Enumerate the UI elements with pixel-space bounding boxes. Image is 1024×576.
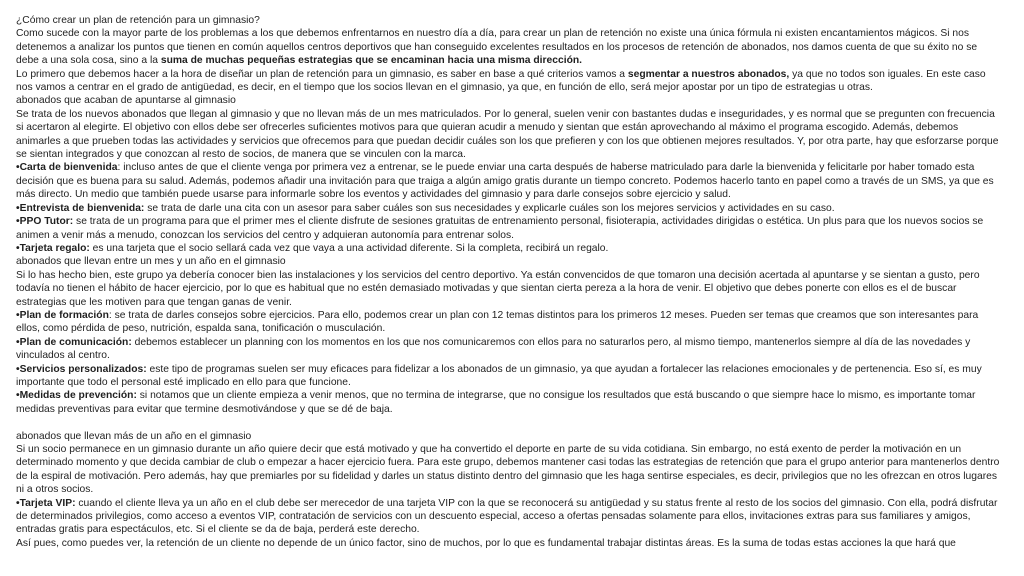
bullet-item: •Plan de comunicación: debemos establecer un planning con los momentos en los que nos comunicaremos con ellos para no saturarlos pero, al mismo tiempo, mantenerlos siempre al día de las novedades y vinculados al centro. bbox=[16, 336, 971, 362]
closing-paragraph: Así pues, como puedes ver, la retención de un cliente no depende de un único factor, sino de muchos, por lo que es fundamental trabajar distintas áreas. Es la suma de todas estas acciones la que hará que bbox=[16, 537, 956, 549]
bullet-item: •Tarjeta regalo: es una tarjeta que el socio sellará cada vez que vaya a una actividad diferente. Si la completa, recibirá un regalo. bbox=[16, 242, 609, 254]
bullet-label: •Tarjeta regalo: bbox=[16, 242, 90, 254]
intro-highlight: suma de muchas pequeñas estrategias que se encaminan hacia una misma dirección. bbox=[160, 55, 583, 67]
bullet-item: •Carta de bienvenida: incluso antes de que el cliente venga por primera vez a entrenar, se le puede enviar una carta después de haberse matriculado para darle la bienvenida y felicitarle por haber tomado esta decisión que es buena para su salud. Además, podemos añadir una invitación para que traiga a algún amigo gratis durante un tiempo concreto. Podemos hacerlo tanto en papel como a través de un SMS, ya que es más directo. Un medio que también puede usarse para informarle sobre los eventos y actividades del gimnasio y para darle consejos sobre ejercicio y salud. bbox=[16, 162, 994, 201]
section-heading: abonados que llevan entre un mes y un año en el gimnasio bbox=[16, 256, 286, 268]
section-body: Se trata de los nuevos abonados que llegan al gimnasio y que no llevan más de un mes matriculados. Por lo general, suelen venir con bastantes dudas e inseguridades, y es normal que se pregunten con frecuencia si acertaron al elegirte. El objetivo con ellos debe ser ofrecerles suficientes motivos para que quieran acudir a menudo y sientan que están aprovechando al máximo el programa escogido. Además, debemos animarles a que prueben todas las actividades y servicios que ofrecemos para que puedan decidir cuáles son los que prefieren y con los que obtienen mejores resultados. Y, por otra parte, hay que esforzarse porque se sientan integrados y que conozcan al resto de socios, de manera que se vinculen con la marca. bbox=[16, 108, 999, 161]
page-title: ¿Cómo crear un plan de retención para un gimnasio? bbox=[16, 15, 260, 26]
blank-line bbox=[16, 416, 1000, 429]
bullet-item: •PPO Tutor: se trata de un programa para que el primer mes el cliente disfrute de sesiones gratuitas de entrenamiento personal, fisioterapia, actividades dirigidas o estética. Un plus para que los nuevos socios se animen a venir más a menudo, conozcan los servicios del centro y adquieran autonomía para entrenar solos. bbox=[16, 216, 984, 241]
bullet-item: •Servicios personalizados: este tipo de programas suelen ser muy eficaces para fidelizar a los abonados de un gimnasio, ya que ayudan a fortalecer las relaciones emocionales y de pertenencia. Eso sí, es muy importante que todo el personal esté implicado en ello para que funcione. bbox=[16, 363, 982, 388]
bullet-label: •PPO Tutor: bbox=[16, 216, 74, 228]
intro-paragraph: Como sucede con la mayor parte de los problemas a los que debemos enfrentarnos en nuestro día a día, para crear un plan de retención no existe una única fórmula ni existen encantamientos mágicos. Si nos detenemos a analizar los puntos que tienen en común aquellos centros deportivos que han conseguido excelentes resultados en los procesos de retención de abonados, nos damos cuenta de que su éxito no se debe a una sola cosa, sino a la suma de muchas pequeñas estrategias que se encaminan hacia una misma dirección. bbox=[16, 28, 978, 67]
bullet-item: •Entrevista de bienvenida: se trata de darle una cita con un asesor para saber cuáles son sus necesidades y explicarle cuáles son los mejores servicios y actividades en su caso. bbox=[16, 202, 835, 214]
section-heading: abonados que llevan más de un año en el gimnasio bbox=[16, 430, 252, 442]
slide-document bbox=[16, 14, 1000, 550]
bullet-label: •Medidas de prevención: bbox=[16, 390, 137, 402]
bullet-label: •Entrevista de bienvenida: bbox=[16, 202, 145, 214]
bullet-label: •Tarjeta VIP: bbox=[16, 497, 76, 509]
bullet-label: •Servicios personalizados: bbox=[16, 363, 147, 375]
section-body: Si lo has hecho bien, este grupo ya debería conocer bien las instalaciones y los servicios del centro deportivo. Ya están convencidos de que tomaron una decisión acertada al apuntarse y se sientan a gusto, pero todavía no tienen el hábito de hacer ejercicio, por lo que es habitual que no estén demasiado motivadas y que sientan cierta pereza a la hora de venir. El objetivo que debes ponerte con ellos es el de buscar estrategias que les motiven para que tengan ganas de venir. bbox=[16, 269, 980, 308]
segment-paragraph: Lo primero que debemos hacer a la hora de diseñar un plan de retención para un gimnasio, es saber en base a qué criterios vamos a segmentar a nuestros abonados, ya que no todos son iguales. En este caso nos vamos a centrar en el grado de antigüedad, es decir, en el tiempo que los socios llevan en el gimnasio, ya que, en función de ello, será mejor apostar por un tipo de estrategias u otras. bbox=[16, 68, 986, 94]
bullet-label: •Carta de bienvenida bbox=[16, 162, 118, 174]
bullet-label: •Plan de formación bbox=[16, 309, 109, 321]
bullet-item: •Tarjeta VIP: cuando el cliente lleva ya un año en el club debe ser merecedor de una tarjeta VIP con la que se reconocerá su antigüedad y su status frente al resto de los socios del gimnasio. Con ella, podrá disfrutar de determinados privilegios, como acceso a eventos VIP, contratación de servicios con un descuento especial, acceso a ofertas pensadas solamente para ellos, invitaciones extras para sus familiares y amigos, entradas gratis para espectáculos, etc. Si el cliente se da de baja, perderá este derecho. bbox=[16, 497, 998, 536]
section-body: Si un socio permanece en un gimnasio durante un año quiere decir que está motivado y que ha convertido el deporte en parte de su vida cotidiana. Sin embargo, no está exento de perder la motivación en un determinado momento y que decida cambiar de club o empezar a hacer ejercicio fuera. Para este grupo, debemos mantener casi todas las estrategias de retención que para el grupo anterior para mantenerlos dentro de la espiral de motivación. Pero además, hay que premiarles por su fidelidad y darles un status distinto dentro del gimnasio que les haga sentirse especiales, es decir, privilegios que no les ofrezcan en otros lugares ni a otros socios. bbox=[16, 443, 1000, 496]
bullet-item: •Plan de formación: se trata de darles consejos sobre ejercicios. Para ello, podemos crear un plan con 12 temas distintos para los primeros 12 meses. Pueden ser temas que creamos que son interesantes para ellos, como pérdida de peso, nutrición, espalda sana, tonificación o musculación. bbox=[16, 309, 979, 335]
section-heading: abonados que acaban de apuntarse al gimnasio bbox=[16, 95, 236, 107]
segment-highlight: segmentar a nuestros abonados, bbox=[627, 68, 790, 80]
bullet-item: •Medidas de prevención: si notamos que un cliente empieza a venir menos, que no termina de integrarse, que no consigue los resultados que está buscando o que siempre hace lo mismo, es importante tomar medidas preventivas para evitar que termine desmotivándose y que se dé de baja. bbox=[16, 390, 976, 415]
bullet-label: •Plan de comunicación: bbox=[16, 336, 132, 348]
